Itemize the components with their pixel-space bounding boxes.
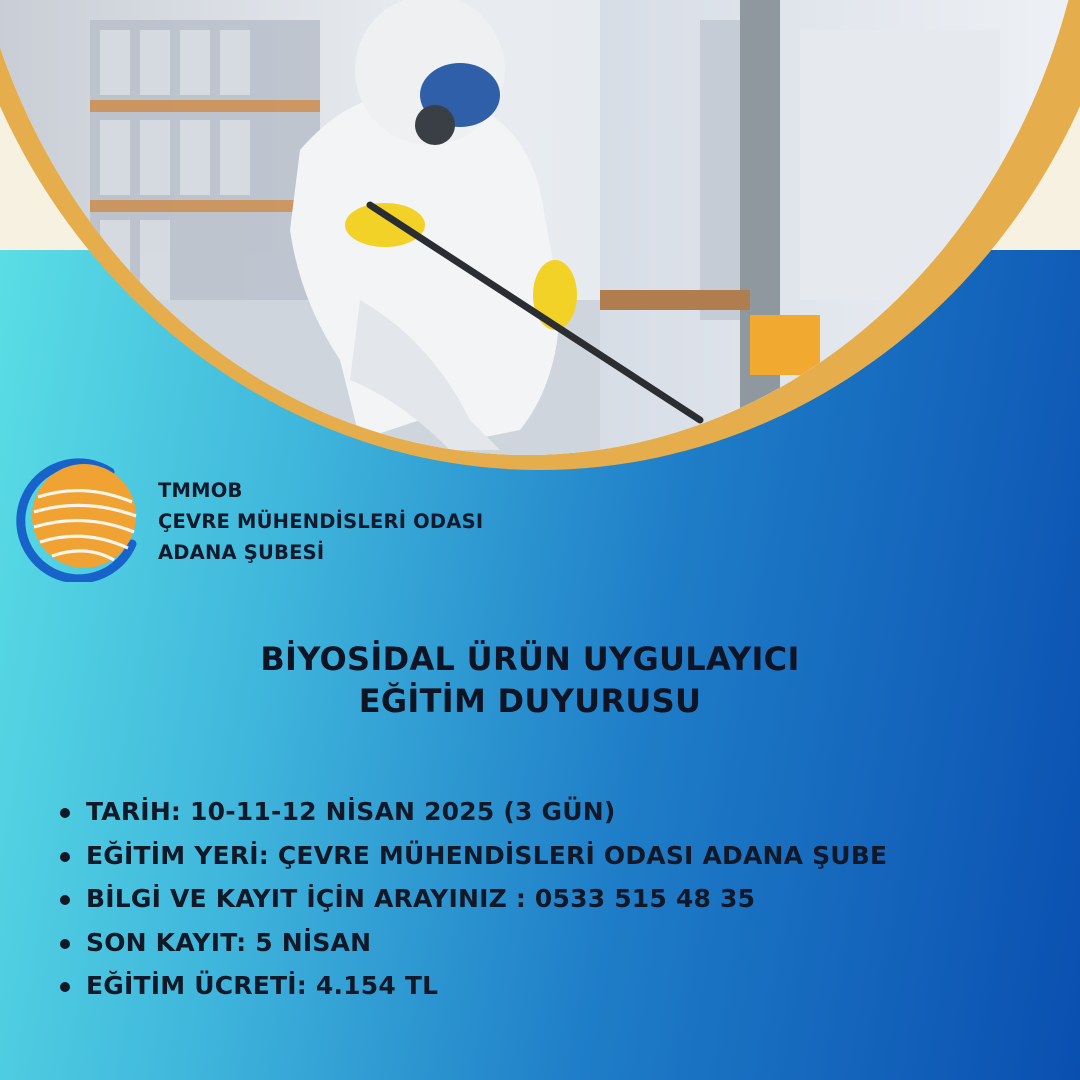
worker-spraying-illustration [0, 0, 1080, 455]
headline-line-2: EĞİTİM DUYURUSU [358, 682, 702, 720]
detail-fee: EĞİTİM ÜCRETİ: 4.154 TL [58, 964, 887, 1008]
organization-name [158, 475, 483, 568]
details-list [58, 790, 887, 1008]
detail-deadline: SON KAYIT: 5 NİSAN [58, 921, 887, 965]
org-line-1: TMMOB [158, 479, 243, 502]
org-line-2: ÇEVRE MÜHENDİSLERİ ODASI [158, 510, 484, 533]
announcement-headline [0, 638, 1080, 722]
hero-photo-area [0, 0, 1080, 470]
org-line-3: ADANA ŞUBESİ [158, 541, 325, 564]
pest-control-photo [0, 0, 1080, 455]
detail-location: EĞİTİM YERİ: ÇEVRE MÜHENDİSLERİ ODASI ADANA ŞUBE [58, 834, 887, 878]
globe-logo-icon [14, 452, 144, 582]
detail-date: TARİH: 10-11-12 NİSAN 2025 (3 GÜN) [58, 790, 887, 834]
detail-contact: BİLGİ VE KAYIT İÇİN ARAYINIZ : 0533 515 48 35 [58, 877, 887, 921]
headline-line-1: BİYOSİDAL ÜRÜN UYGULAYICI [260, 640, 800, 678]
